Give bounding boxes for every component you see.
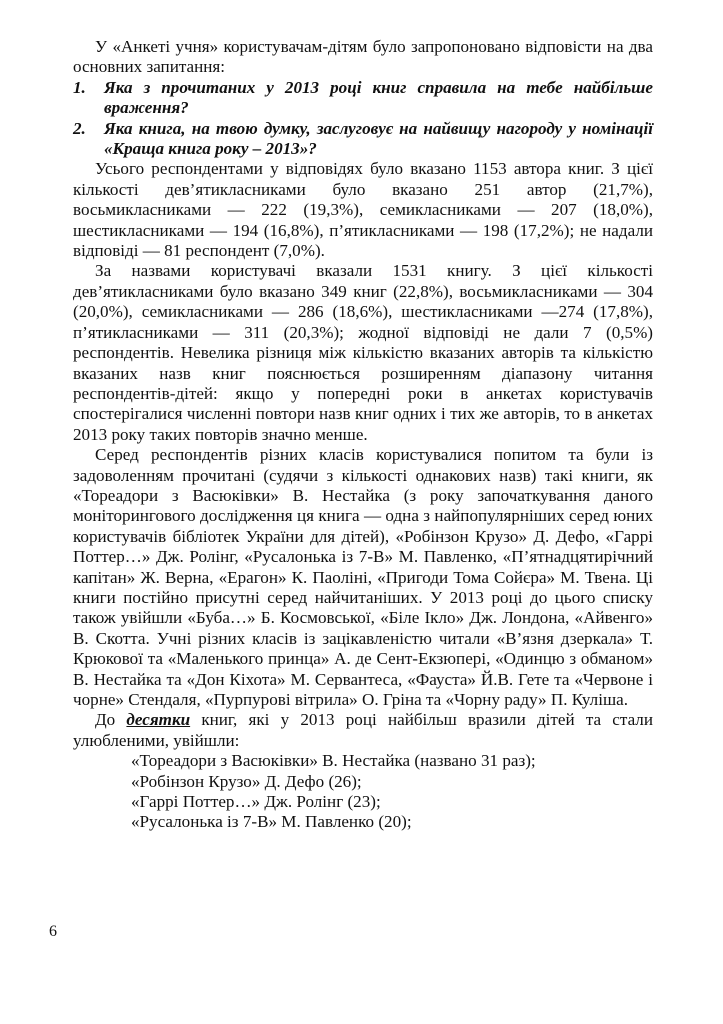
question-2-text: Яка книга, на твою думку, заслуговує на найвищу нагороду у номінації «Краща книга року – 2013»? [104, 118, 653, 159]
popular-books-paragraph: Серед респондентів різних класів користувалися попитом та були із задоволенням прочитані (судячи з кількості однакових назв) такі книги, як «Тореадори з Васюківки» В. Нестайка (з року започаткування даного моніторингового дослідження ця книга — одна з найпопулярніших серед юних користувачів бібліотек України для дітей), «Робінзон Крузо» Д. Дефо, «Гаррі Поттер…» Дж. Ролінг, «Русалонька із 7-В» М. Павленко, «П’ятнадцятирічний капітан» Ж. Верна, «Ерагон» К. Паоліні, «Пригоди Тома Сойєра» М. Твена. Ці книги постійно присутні серед найчитаніших. У 2013 році до цього списку також увійшли «Буба…» Б. Космовської, «Біле Ікло» Дж. Лондона, «Айвенго» В. Скотта. Учні різних класів із зацікавленістю читали «В’язня дзеркала» Т. Крюкової та «Маленького принца» А. де Сент-Екзюпері, «Одинцю з обманом» В. Нестайка та «Дон Кіхота» М. Сервантеса, «Фауста» Й.В. Гете та «Червоне і чорне» Стендаля, «Пурпурові вітрила» О. Гріна та «Чорну раду» П. Куліша. [73, 445, 653, 709]
top10-intro-before: До [95, 710, 127, 730]
document-page [73, 37, 653, 833]
question-2-number: 2. [73, 118, 86, 138]
top-books-list [73, 751, 653, 833]
books-paragraph: За назвами користувачі вказали 1531 книгу. З цієї кількості дев’ятикласниками було вказано 349 книг (22,8%), восьмикласниками — 304 (20,0%), семикласниками — 286 (18,6%), шестикласниками —274 (17,8%), п’ятикласниками — 311 (20,3%); жодної відповіді не дали 7 (0,5%) респондентів. Невелика різниця між кількістю вказаних авторів та кількістю вказаних назв книг пояснюється розширенням діапазону читання респондентів-дітей: якщо у попередні роки в анкетах користувачів спостерігалися численні повтори назв книг одних і тих же авторів, то в анкетах 2013 року таких повторів значно менше. [73, 261, 653, 444]
question-1 [73, 78, 653, 119]
question-2 [73, 119, 653, 160]
list-item: «Тореадори з Васюківки» В. Нестайка (названо 31 раз); [131, 751, 536, 771]
list-item: «Гаррі Поттер…» Дж. Ролінг (23); [131, 792, 381, 812]
list-item: «Русалонька із 7-В» М. Павленко (20); [131, 812, 412, 832]
question-1-number: 1. [73, 77, 86, 97]
question-1-text: Яка з прочитаних у 2013 році книг справила на тебе найбільше враження? [104, 77, 653, 118]
top10-intro-after: книг, які у 2013 році найбільш вразили дітей та стали улюбленими, увійшли: [73, 710, 653, 750]
list-item: «Робінзон Крузо» Д. Дефо (26); [131, 771, 362, 791]
authors-paragraph: Усього респондентами у відповідях було вказано 1153 автора книг. З цієї кількості дев’ятикласниками було вказано 251 автор (21,7%), восьмикласниками — 222 (19,3%), семикласниками — 207 (18,0%), шестикласниками — 194 (16,8%), п’ятикласниками — 198 (17,2%); не надали відповіді — 81 респондент (7,0%). [73, 159, 653, 261]
intro-paragraph: У «Анкеті учня» користувачам-дітям було запропоновано відповісти на два основних запитання: [73, 37, 653, 77]
top10-emphasis: десятки [126, 710, 191, 730]
top10-intro-paragraph [73, 710, 653, 751]
page-number: 6 [49, 923, 57, 940]
